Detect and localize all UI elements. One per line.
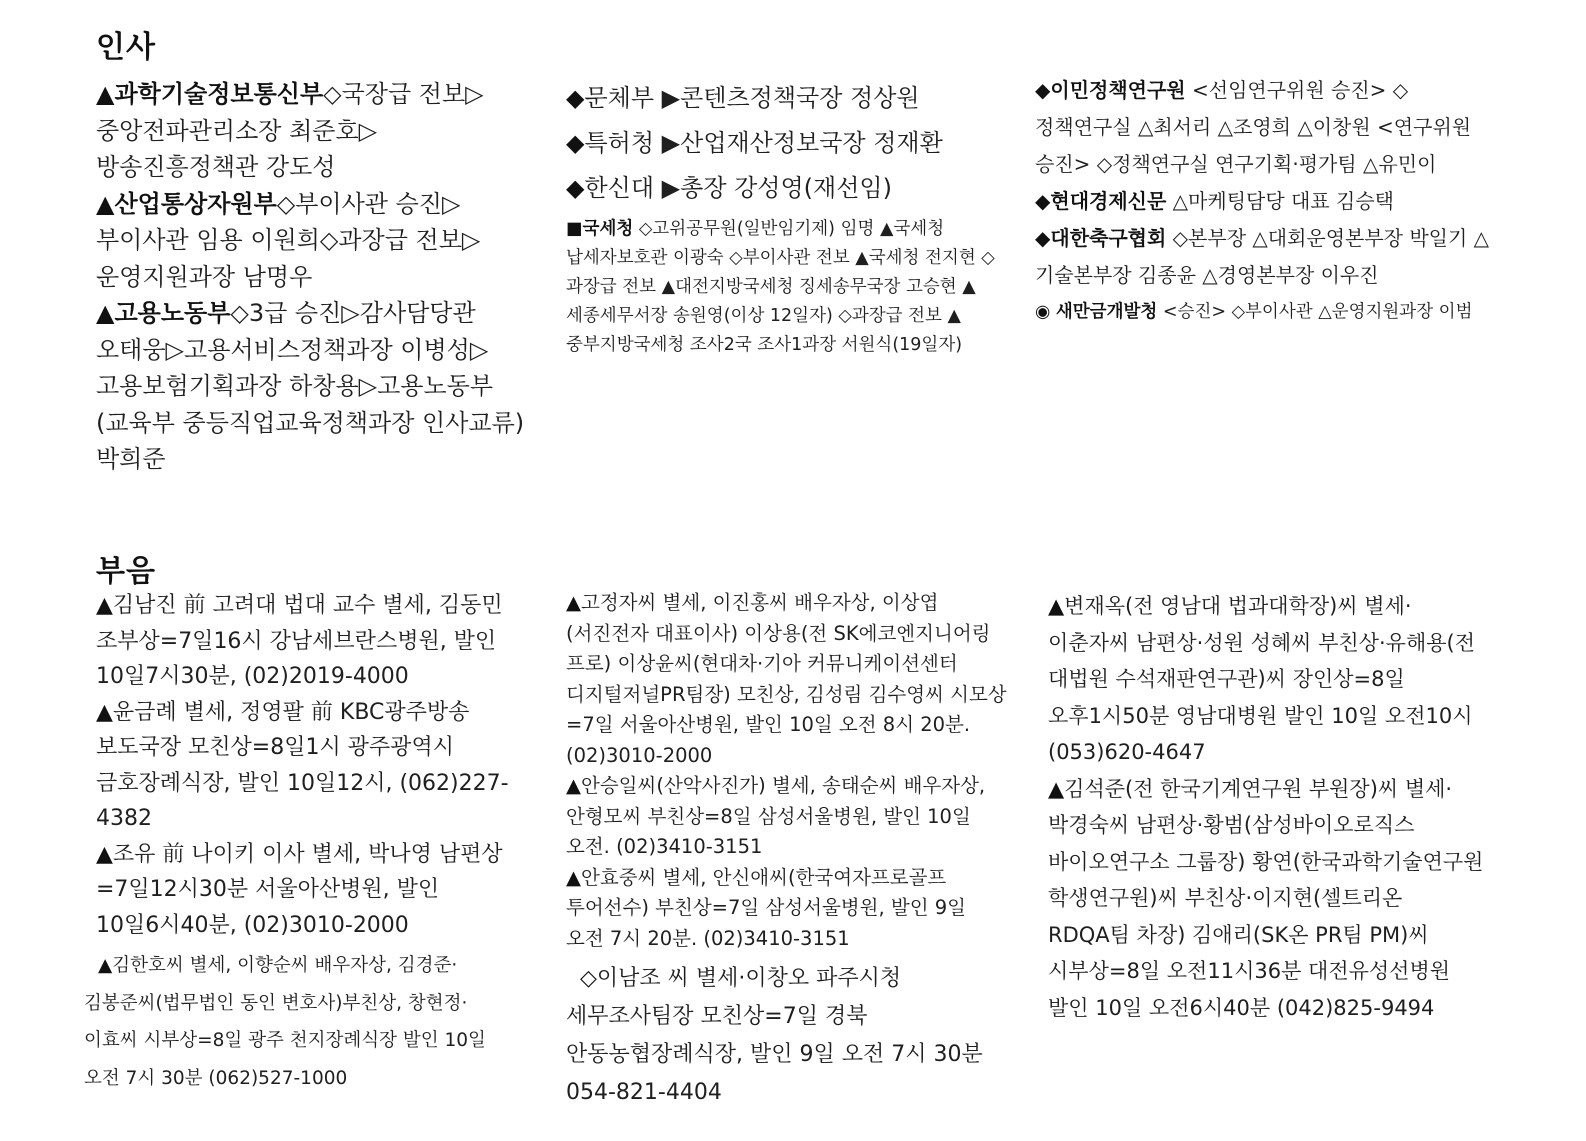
obituary-entry — [566, 863, 1008, 955]
personnel-entry — [96, 295, 526, 478]
entry-text: △마케팅담당 대표 김승택 — [1172, 189, 1394, 213]
obituary-heading: 부음 — [96, 554, 156, 589]
entry-text: 안효중씨 별세, 안신애씨(한국여자프로골프 투어선수) 부친상=7일 삼성서울병원, 발인 9일 오전 7시 20분. (02)3410-3151 — [566, 865, 966, 950]
obituary-list — [96, 588, 526, 943]
entry-text: 김석준(전 한국기계연구원 부원장)씨 별세·박경숙씨 남편상·황범(삼성바이오로직스 바이오연구소 그룹장) 황연(한국과학기술연구원 학생연구원)씨 부친상·이지현(셀트리온 RDQA팀 차장) 김애리(SK온 PR팀 PM)씨 시부상=8일 오전11시36분 대전유성선병원 발인 10일 오전6시40분 (042)825-9494 — [1048, 776, 1484, 1020]
obituary-entry-extra — [566, 960, 1008, 1112]
triangle-marker-icon: ▲ — [566, 774, 581, 797]
personnel-column-2 — [566, 76, 1008, 360]
circle-marker-icon: ◉ — [1035, 302, 1051, 322]
triangle-marker-icon: ▲ — [98, 955, 113, 976]
entry-text: ◇국장급 전보▷중앙전파관리소장 최준호▷방송진흥정책관 강도성 — [96, 80, 484, 181]
triangle-marker-icon: ▲ — [96, 699, 113, 725]
organization-name: 산업통상자원부 — [114, 189, 277, 218]
obituary-column-1 — [84, 588, 526, 1097]
triangle-marker-icon: ▲ — [566, 865, 581, 889]
organization-name: 문체부 — [584, 84, 655, 112]
triangle-marker-icon: ▲ — [566, 591, 581, 614]
entry-text: <선임연구위원 승진> ◇정책연구실 △최서리 △조영희 △이창원 <연구위원 승진> ◇정책연구실 연구기획·평가팀 △유민이 — [1035, 78, 1472, 176]
organization-name: 현대경제신문 — [1050, 189, 1167, 213]
organization-name: 대한축구협회 — [1050, 226, 1167, 250]
entry-text: 김한호씨 별세, 이향순씨 배우자상, 김경준·김봉준씨(법무법인 동인 변호사)부친상, 창현정·이효씨 시부상=8일 광주 천지장례식장 발인 10일 오전 7시 30분 (062)527-1000 — [84, 955, 486, 1089]
entry-text: <승진> ◇부이사관 △운영지원과장 이범 — [1162, 302, 1473, 322]
triangle-marker-icon: ▲ — [1048, 776, 1065, 801]
personnel-entry — [1035, 72, 1490, 183]
obituary-column-2 — [566, 588, 1008, 1112]
entry-text: ▶총장 강성영(재선임) — [661, 174, 892, 202]
entry-text: ◇고위공무원(일반임기제) 임명 ▲국세청 납세자보호관 이광숙 ◇부이사관 전보 ▲국세청 전지현 ◇과장급 전보 ▲대전지방국세청 징세송무국장 고승현 ▲세종세무서장 송원영(이상 12일자) ◇과장급 전보 ▲중부지방국세청 조사2국 조사1과장 서원식(19일자) — [566, 219, 995, 355]
entry-text: ▶콘텐츠정책국장 정상원 — [661, 84, 920, 112]
personnel-entry — [96, 76, 526, 186]
diamond-outline-marker-icon: ◇ — [580, 966, 597, 991]
obituary-section — [0, 540, 1586, 1141]
obituary-entry — [96, 695, 526, 837]
entry-text: 윤금례 별세, 정영팔 前 KBC광주방송 보도국장 모친상=8일1시 광주광역시 금호장례식장, 발인 10일12시, (062)227-4382 — [96, 699, 509, 831]
organization-name: 이민정책연구원 — [1050, 78, 1186, 102]
obituary-entry — [1048, 771, 1490, 1027]
organization-name: 특허청 — [584, 129, 655, 157]
triangle-marker-icon: ▲ — [96, 80, 115, 108]
obituary-entry — [566, 588, 1008, 771]
diamond-marker-icon: ◆ — [1035, 78, 1051, 102]
diamond-marker-icon: ◆ — [1035, 226, 1051, 250]
personnel-entry-tax — [566, 215, 1008, 360]
entry-text: ▶산업재산정보국장 정재환 — [661, 129, 943, 157]
entry-text: 조유 前 나이키 이사 별세, 박나영 남편상=7일12시30분 서울아산병원, 발인 10일6시40분, (02)3010-2000 — [96, 841, 503, 938]
organization-name: 새만금개발청 — [1055, 302, 1158, 322]
organization-name: 국세청 — [582, 219, 634, 239]
entry-text: ◇부이사관 승진▷부이사관 임용 이원희◇과장급 전보▷운영지원과장 남명우 — [96, 189, 481, 291]
triangle-marker-icon: ▲ — [1048, 594, 1065, 618]
obituary-entry-extra — [84, 947, 514, 1097]
personnel-entry — [1035, 220, 1490, 294]
entry-text: ◇본부장 △대회운영본부장 박일기 △기술본부장 김종윤 △경영본부장 이우진 — [1035, 226, 1490, 287]
personnel-section — [0, 0, 1586, 520]
obituary-column-3 — [1048, 588, 1490, 1026]
personnel-list — [1035, 72, 1490, 294]
obituary-entry — [96, 588, 526, 695]
personnel-column-1 — [96, 76, 526, 478]
personnel-entry — [566, 166, 1008, 211]
entry-text: 이남조 씨 별세·이창오 파주시청 세무조사팀장 모친상=7일 경북 안동농협장례식장, 발인 9일 오전 7시 30분 054-821-4404 — [566, 966, 983, 1105]
diamond-marker-icon: ◆ — [566, 84, 585, 112]
square-marker-icon: ■ — [566, 219, 583, 239]
organization-name: 한신대 — [584, 174, 655, 202]
personnel-entry — [1035, 183, 1490, 220]
personnel-entry — [566, 76, 1008, 121]
diamond-marker-icon: ◆ — [566, 129, 585, 157]
triangle-marker-icon: ▲ — [96, 841, 113, 867]
triangle-marker-icon: ▲ — [96, 189, 115, 218]
obituary-list — [566, 588, 1008, 954]
diamond-marker-icon: ◆ — [1035, 189, 1051, 213]
triangle-marker-icon: ▲ — [96, 593, 113, 618]
obituary-entry — [96, 837, 526, 944]
personnel-column-3 — [1035, 72, 1490, 327]
obituary-entry — [1048, 588, 1490, 771]
entry-text: 고정자씨 별세, 이진홍씨 배우자상, 이상엽(서진전자 대표이사) 이상용(전 SK에코엔지니어링 프로) 이상윤씨(현대차·기아 커뮤니케이션센터 디지털저널PR팀장) 모친상, 김성림 김수영씨 시모상=7일 서울아산병원, 발인 10일 오전 8시 20분. (02)3010-2000 — [566, 591, 1007, 767]
personnel-entry — [566, 121, 1008, 166]
triangle-marker-icon: ▲ — [96, 299, 115, 327]
entry-text: ◇3급 승진▷감사담당관 오태웅▷고용서비스정책과장 이병성▷고용보험기획과장 하창용▷고용노동부(교육부 중등직업교육정책과장 인사교류) 박희준 — [96, 299, 525, 473]
entry-text: 변재옥(전 영남대 법과대학장)씨 별세·이춘자씨 남편상·성원 성혜씨 부친상·유해용(전 대법원 수석재판연구관)씨 장인상=8일 오후1시50분 영남대병원 발인 10일 오전10시 (053)620-4647 — [1048, 594, 1476, 764]
personnel-short-list — [566, 76, 1008, 211]
entry-text: 안승일씨(산악사진가) 별세, 송태순씨 배우자상, 안형모씨 부친상=8일 삼성서울병원, 발인 10일 오전. (02)3410-3151 — [566, 774, 986, 858]
organization-name: 과학기술정보통신부 — [114, 80, 324, 108]
obituary-entry — [566, 771, 1008, 863]
entry-text: 김남진 前 고려대 법대 교수 별세, 김동민 조부상=7일16시 강남세브란스병원, 발인 10일7시30분, (02)2019-4000 — [96, 593, 503, 689]
personnel-entry-small — [1035, 298, 1490, 327]
organization-name: 고용노동부 — [114, 299, 231, 327]
diamond-marker-icon: ◆ — [566, 174, 585, 202]
personnel-heading: 인사 — [96, 30, 156, 65]
personnel-entry — [96, 186, 526, 296]
